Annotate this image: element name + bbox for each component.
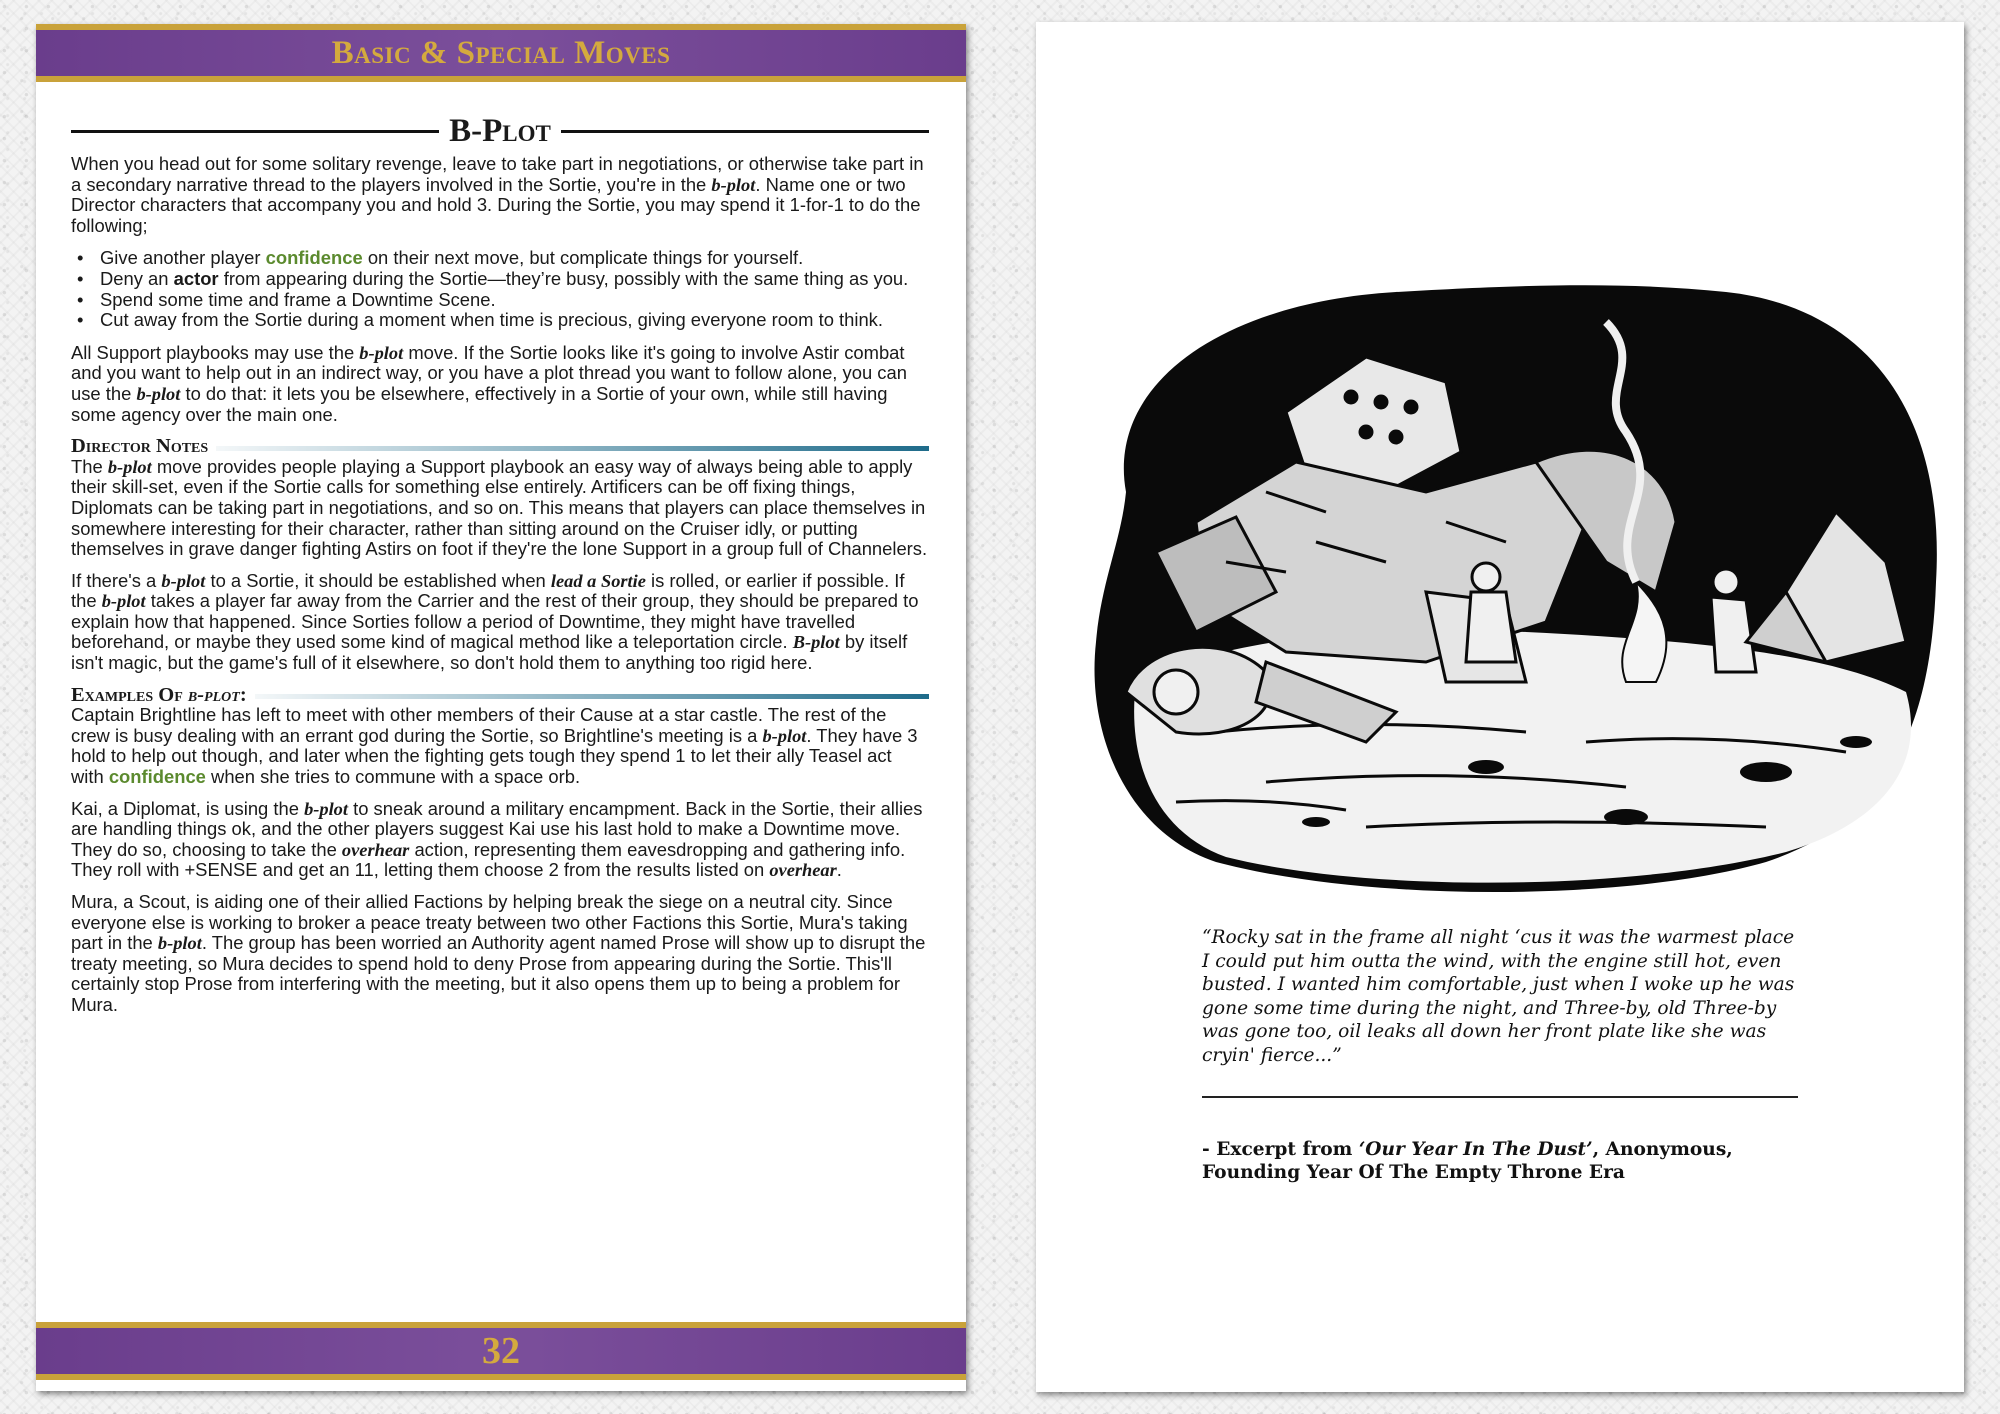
list-item: • Spend some time and frame a Downtime Scene. — [71, 290, 929, 311]
director-notes-paragraph: The b-plot move provides people playing a Support playbook an easy way of always being able to apply their skill-set, even if the Sortie calls for something else entirely. Artificers can be off fixing things, Diplomats can be taking part in negotiations, and so on. This means that players can place themselves in somewhere interesting for their character, rather than sitting around on the Cruiser idly, or putting themselves in grave danger fighting Astirs on foot if they're the lone Support in a group full of Channelers. — [71, 455, 928, 560]
right-page — [1036, 22, 1964, 1392]
page-number: 32 — [482, 1330, 520, 1372]
mech-campfire-illustration — [1066, 262, 1954, 912]
footer-banner — [36, 1322, 966, 1380]
example-paragraph: Kai, a Diplomat, is using the b-plot to sneak around a military encampment. Back in the Sortie, their allies are handling things ok, and the other players suggest Kai use his last hold to make a Downtime move. They do so, choosing to take the overhear action, representing them eavesdropping and gathering info. They roll with +SENSE and get an 11, letting them choose 2 from the results listed on overhear. — [71, 797, 923, 881]
quote-attribution: - Excerpt from ‘Our Year In The Dust’, Anonymous, Founding Year Of The Empty Throne Era — [1202, 1139, 1733, 1183]
director-notes-paragraph: If there's a b-plot to a Sortie, it should be established when lead a Sortie is rolled, or earlier if possible. If the b-plot takes a player far away from the Carrier and the rest of their group, they should be prepared to explain how that happened. Since Sorties follow a period of Downtime, they might have travelled beforehand, or maybe they used some kind of magical method like a teleportation circle. B-plot by itself isn't magic, but the game's full of it elsewhere, so don't hold them to anything too rigid here. — [71, 569, 919, 674]
chapter-title: Basic & Special Moves — [331, 34, 671, 71]
keyword-actor: actor — [173, 267, 219, 289]
quote-divider — [1202, 1096, 1798, 1098]
move-title: B-Plot — [449, 113, 551, 149]
source-title: ‘Our Year In The Dust’ — [1358, 1139, 1593, 1160]
epigraph-quote: “Rocky sat in the frame all night ‘cus it was the warmest place I could put him outta the wind, with the engine still hot, even busted. I wanted him comfortable, just when I woke up he was gone some time during the night, and Three-by, old Three-by was gone too, oil leaks all down her front plate like she was cryin' fierce...” — [1202, 927, 1795, 1066]
director-notes-heading — [71, 436, 929, 457]
list-item: • Deny an actor from appearing during the Sortie—they’re busy, possibly with the same thing as you. — [71, 269, 929, 290]
examples-heading — [71, 685, 929, 706]
keyword-b-plot: b-plot — [711, 174, 756, 195]
example-paragraph: Captain Brightline has left to meet with other members of their Cause at a star castle. The rest of the crew is busy dealing with an errant god during the Sortie, so Brightline's meeting is a b-plot. They have 3 hold to help out though, and later when the fighting gets tough they spend 1 to let their ally Teasel act with confidence when she tries to commune with a space orb. — [71, 704, 918, 788]
title-rule-right — [561, 130, 929, 133]
section-rule — [216, 446, 929, 451]
keyword-confidence: confidence — [108, 766, 206, 788]
move-trigger-paragraph: When you head out for some solitary revenge, leave to take part in negotiations, or otherwise take part in a secondary narrative thread to the players involved in the Sortie, you're in the b-plot. Name one or two Director characters that accompany you and hold 3. During the Sortie, you may spend it 1-for-1 to do the following; — [71, 153, 924, 236]
section-title: Director Notes — [71, 435, 209, 458]
support-paragraph: All Support playbooks may use the b-plot move. If the Sortie looks like it's going to involve Astir combat and you want to help out in an indirect way, or you have a plot thread you want to follow alone, you can use the b-plot to do that: it lets you be elsewhere, effectively in a Sortie of your own, while still having some agency over the main one. — [71, 341, 907, 425]
keyword-confidence: confidence — [265, 247, 363, 269]
list-item: • Give another player confidence on their next move, but complicate things for yourself. — [71, 248, 929, 269]
move-title-row — [71, 112, 929, 150]
left-page — [36, 24, 966, 1391]
page-content — [71, 112, 929, 1027]
section-rule — [255, 694, 929, 699]
section-title: Examples Of b-plot: — [71, 683, 247, 706]
example-paragraph: Mura, a Scout, is aiding one of their allied Factions by helping break the siege on a neutral city. Since everyone else is working to broker a peace treaty between two other Factions this Sortie, Mura's taking part in the b-plot. The group has been worried an Authority agent named Prose will show up to disrupt the treaty meeting, so Mura decides to spend hold to deny Prose from appearing during the Sortie. This'll certainly stop Prose from interfering with the meeting, but it also opens them up to being a problem for Mura. — [71, 891, 926, 1015]
move-options-list — [71, 248, 929, 330]
title-rule-left — [71, 130, 439, 133]
chapter-header-banner — [36, 24, 966, 82]
list-item: • Cut away from the Sortie during a moment when time is precious, giving everyone room to think. — [71, 310, 929, 331]
